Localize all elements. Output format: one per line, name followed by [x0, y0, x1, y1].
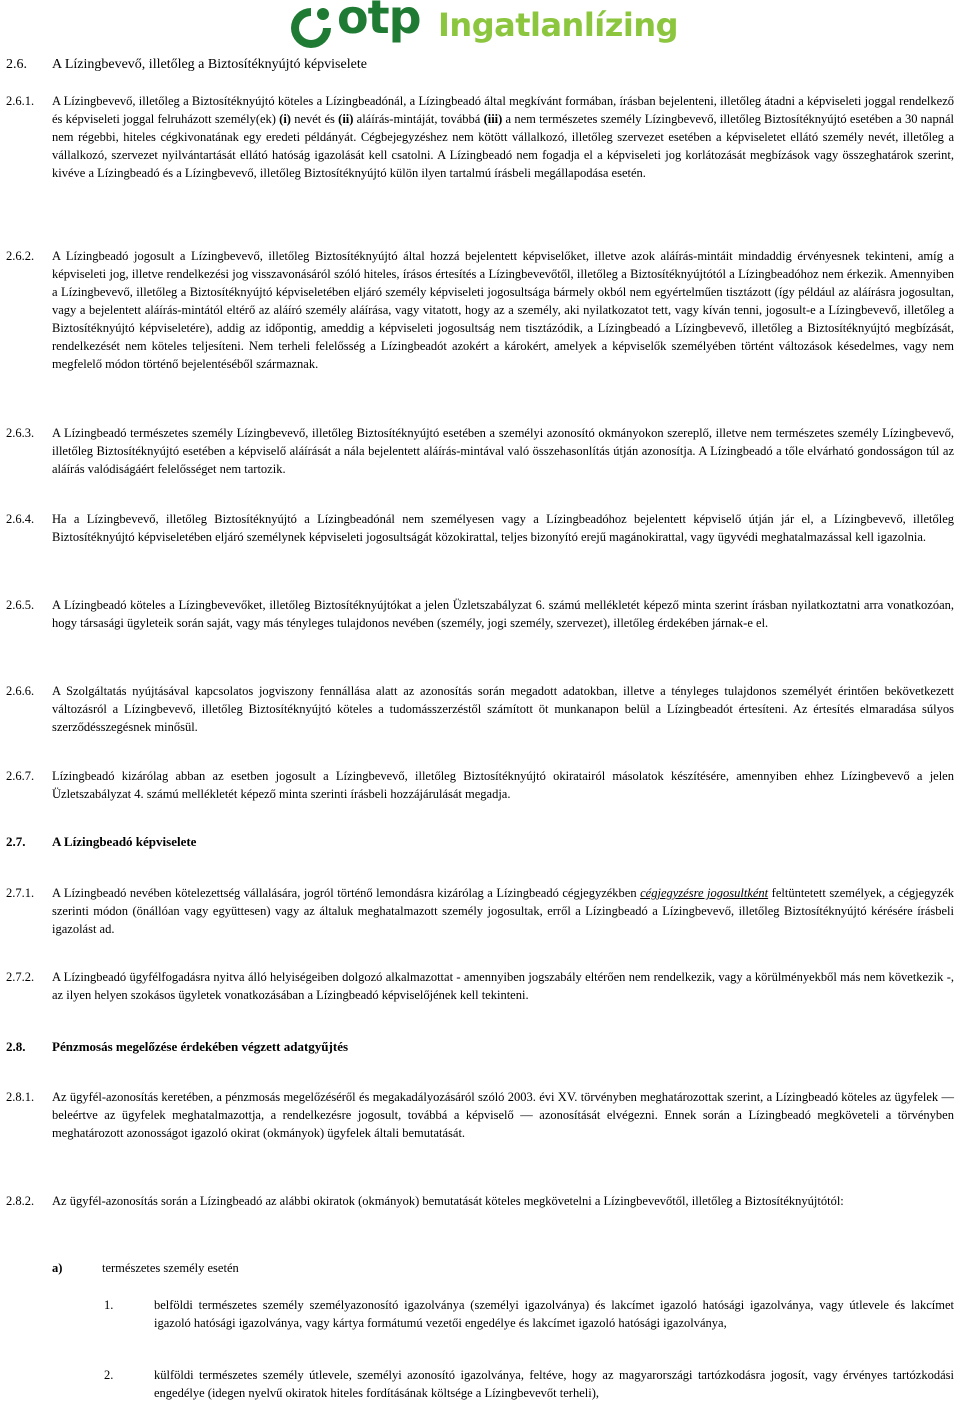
paragraph-text: A Lízingbeadó természetes személy Lízingbevevő, illetőleg Biztosítéknyújtó esetében a személyi azonosító okmányokon szereplő, illetve nem természetes személy Lízingbevevő, illetőleg Biztosítéknyújtó esetében a képviselő aláírását a nála bejelentett aláírás-mintával való összehasonlítás útján azonosítja. A Lízingbeadó a tőle elvárható gondosságon túl az aláírás valódiságáért felelősséget nem tartozik.: [52, 426, 954, 476]
section-title: A Lízingbevevő, illetőleg a Biztosítéknyújtó képviselete: [52, 57, 367, 72]
list-label: 1.: [104, 1298, 114, 1312]
paragraph-text: Ha a Lízingbevevő, illetőleg Biztosítéknyújtó a Lízingbeadónál nem személyesen vagy a Lízingbeadóhoz bejelentett képviselő útján jár el, a Lízingbevevő, illetőleg Biztosítéknyújtó képviseletében eljáró személynek képviseleti jogosultságát közokirattal, teljes bizonyító erejű magánokirattal, vagy ügyvédi meghatalmazással kell igazolnia.: [52, 512, 954, 544]
paragraph-2-7-1: [6, 884, 954, 938]
section-heading-2-8: [6, 1039, 348, 1055]
section-number: 2.6.: [6, 57, 27, 72]
list-item-1: [104, 1296, 954, 1332]
text-segment: feltüntetett személyek, a cégjegyzék szerinti módon (önállóan vagy együttesen) vagy az általuk meghatalmazott személy jogosultak, erről a Lízingbeadó a Lízingbevevő, illetőleg Biztosítéknyújtó kérésére írásbeli igazolást ad.: [52, 886, 954, 936]
text-segment: aláírás-mintáját, továbbá: [353, 112, 484, 126]
paragraph-2-6-1: [6, 92, 954, 182]
paragraph-text: Az ügyfél-azonosítás során a Lízingbeadó az alábbi okiratok (okmányok) bemutatását köteles megkövetelni a Lízingbevevőtől, illetőleg a Biztosítéknyújtótól:: [52, 1194, 844, 1208]
otp-logo: [285, 0, 680, 60]
paragraph-number: 2.7.2.: [6, 970, 35, 984]
paragraph-text: [52, 92, 954, 182]
paragraph-text: [52, 884, 954, 938]
paragraph-number: 2.6.5.: [6, 598, 35, 612]
paragraph-2-6-4: [6, 510, 954, 546]
paragraph-number: 2.6.7.: [6, 769, 35, 783]
paragraph-2-6-5: [6, 596, 954, 632]
paragraph-number: 2.8.1.: [6, 1090, 35, 1104]
section-title: A Lízingbeadó képviselete: [52, 834, 197, 849]
paragraph-2-6-6: [6, 682, 954, 736]
paragraph-text: Az ügyfél-azonosítás keretében, a pénzmosás megelőzéséről és megakadályozásáról szóló 2003. évi XV. törvényben meghatározottak szerint, a Lízingbeadó köteles az ügyfelek — beleértve az ügyfelek meghatalmazottja, a rendelkezésre jogosult, továbbá a képviselő — azonosítását elvégezni. Ennek során a Lízingbeadó megköveteli a törvényben meghatározott azonosságot igazoló okirat (okmányok) ügyfelek általi bemutatását.: [52, 1090, 954, 1140]
section-number: 2.8.: [6, 1039, 26, 1054]
section-number: 2.7.: [6, 834, 26, 849]
paragraph-text: A Lízingbeadó ügyfélfogadásra nyitva álló helyiségeiben dolgozó alkalmazottat - amennyiben jogszabály eltérően nem rendelkezik, vagy a körülményekből más nem következik -, az ilyen helyen szokásos ügyletek vonatkozásában a Lízingbeadó képviselőjének kell tekinteni.: [52, 970, 954, 1002]
list-label: 2.: [104, 1368, 114, 1382]
section-heading-2-7: [6, 834, 196, 850]
logo-product: Ingatlanlízing: [438, 6, 679, 44]
paragraph-2-6-3: [6, 424, 954, 478]
paragraph-number: 2.6.2.: [6, 249, 35, 263]
paragraph-2-8-2: [6, 1192, 954, 1210]
paragraph-number: 2.6.3.: [6, 426, 35, 440]
section-heading-2-6: [6, 57, 367, 73]
enum-iii: (iii): [483, 112, 503, 126]
list-label: a): [52, 1261, 63, 1275]
otp-logo-icon: [285, 2, 337, 54]
enum-i: (i): [279, 112, 291, 126]
paragraph-text: A Lízingbeadó jogosult a Lízingbevevő, illetőleg Biztosítéknyújtó által hozzá bejelentett képviselőket, illetve azok aláírás-mintáit mindaddig érvényesnek tekinteni, amíg a képviseleti jog, illetve rendelkezési jog visszavonásáról szóló hiteles, írásos értesítés a Lízingbevevőtől, illetőleg a Biztosítéknyújtótól a Lízingbeadóhoz nem érkezik. Amennyiben a Lízingbevevő, illetőleg a Biztosítéknyújtó képviseletében eljáró személy képviseleti jogosultsága bármely okból nem egyértelműen tisztázott (így például az aláírásra jogosultan, vagy a bejelentett aláírás-mintától eltérő az aláíró személy aláírása, vagy vitatott, hogy az a személy, aki nyilatkozatot tett, vagy kíván tenni, jogosult-e a Lízingbevevő, illetőleg a Biztosítéknyújtó képviseletére), addig az időpontig, ameddig a képviseleti jogosultság nem tisztázódik, a Lízingbeadó a Lízingbevevő, illetőleg a Biztosítéknyújtó megbízását, rendelkezését nem köteles teljesíteni. Nem terheli felelősség a Lízingbeadót azokért a károkért, amelyek a képviselők személyében történt változások késedelmes, vagy nem megfelelő módon történő bejelentéséből származnak.: [52, 249, 954, 371]
logo-brand: otp: [337, 0, 421, 44]
paragraph-number: 2.6.6.: [6, 684, 35, 698]
text-segment: nevét és: [290, 112, 339, 126]
paragraph-number: 2.6.4.: [6, 512, 35, 526]
paragraph-text: A Lízingbeadó köteles a Lízingbevevőket, illetőleg Biztosítéknyújtókat a jelen Üzletszabályzat 6. számú mellékletét képező minta szerint írásban nyilatkoztatni arra vonatkozóan, hogy társasági ügyleteik során saját, vagy más tényleges tulajdonos nevében (személy, jogi személy, szervezet), illetőleg érdekében járnak-e el.: [52, 598, 954, 630]
text-segment: A Lízingbevevő, illetőleg a Biztosítéknyújtó köteles a Lízingbeadónál, a Lízingbeadó által megkívánt formában, írásban bejelenteni, illetőleg átadni a képviseleti joggal rendelkező és képviseleti joggal felruházott személy(ek): [52, 94, 954, 126]
paragraph-text: A Szolgáltatás nyújtásával kapcsolatos jogviszony fennállása alatt az azonosítás során megadott adatokban, illetve a tényleges tulajdonos személyét érintően bekövetkezett változásról a Lízingbevevő, illetőleg Biztosítéknyújtó köteles a tudomásszerzéstől számított öt munkanapon belül a Lízingbeadót értesíteni. Az értesítés elmaradása súlyos szerződésszegésnek minősül.: [52, 684, 954, 734]
paragraph-2-6-2: [6, 247, 954, 373]
text-segment: A Lízingbeadó nevében kötelezettség vállalására, jogról történő lemondásra kizárólag a Lízingbeadó cégjegyzékben: [52, 886, 641, 900]
list-item-2: [104, 1366, 954, 1402]
list-item-a: [52, 1259, 954, 1277]
paragraph-2-6-7: [6, 767, 954, 803]
list-text: külföldi természetes személy útlevele, személyi azonosító igazolványa, feltéve, hogy az magyarországi tartózkodásra jogosít, vagy érvényes tartózkodási engedélye (idegen nyelvű okiratok hiteles fordításának költsége a Lízingbevevőt terheli),: [154, 1368, 954, 1400]
paragraph-number: 2.7.1.: [6, 886, 35, 900]
list-text: belföldi természetes személy személyazonosító igazolványa (személyi igazolványa) és lakcímet igazoló hatósági igazolványa, vagy útlevele és lakcímet igazoló hatósági igazolványa, vagy kártya formátumú vezetői engedélye és lakcímet igazoló hatósági igazolványa,: [154, 1298, 954, 1330]
paragraph-2-7-2: [6, 968, 954, 1004]
enum-ii: (ii): [338, 112, 354, 126]
section-title: Pénzmosás megelőzése érdekében végzett adatgyűjtés: [52, 1039, 349, 1054]
paragraph-text: Lízingbeadó kizárólag abban az esetben jogosult a Lízingbevevő, illetőleg Biztosítéknyújtó okiratairól másolatok készítésére, amennyiben ehhez Lízingbevevő a jelen Üzletszabályzat 4. számú mellékletét képező minta szerinti írásbeli hozzájárulását megadja.: [52, 769, 954, 801]
emphasis-text: cégjegyzésre jogosultként: [640, 886, 769, 900]
paragraph-number: 2.8.2.: [6, 1194, 35, 1208]
paragraph-number: 2.6.1.: [6, 94, 35, 108]
text-segment: a nem természetes személy Lízingbevevő, illetőleg Biztosítéknyújtó esetében a 30 napnál nem régebbi, hiteles cégkivonatának egy eredeti példányát. Cégbejegyzéshez nem kötött vállalkozó, illetőleg szervezet esetében a képviseletet ellátó személy nevét, illetőleg a vállalkozó, szervezet nyilvántartását ellátó hatóság igazolását kell csatolni. A Lízingbeadó nem fogadja el a képviseleti jog korlátozását megbízások vagy összeghatárok szerint, kivéve a Lízingbeadó és a Lízingbevevő, illetőleg Biztosítéknyújtó külön ilyen tartalmú írásbeli megállapodása esetén.: [52, 112, 954, 180]
paragraph-2-8-1: [6, 1088, 954, 1142]
list-text: természetes személy esetén: [102, 1261, 239, 1275]
